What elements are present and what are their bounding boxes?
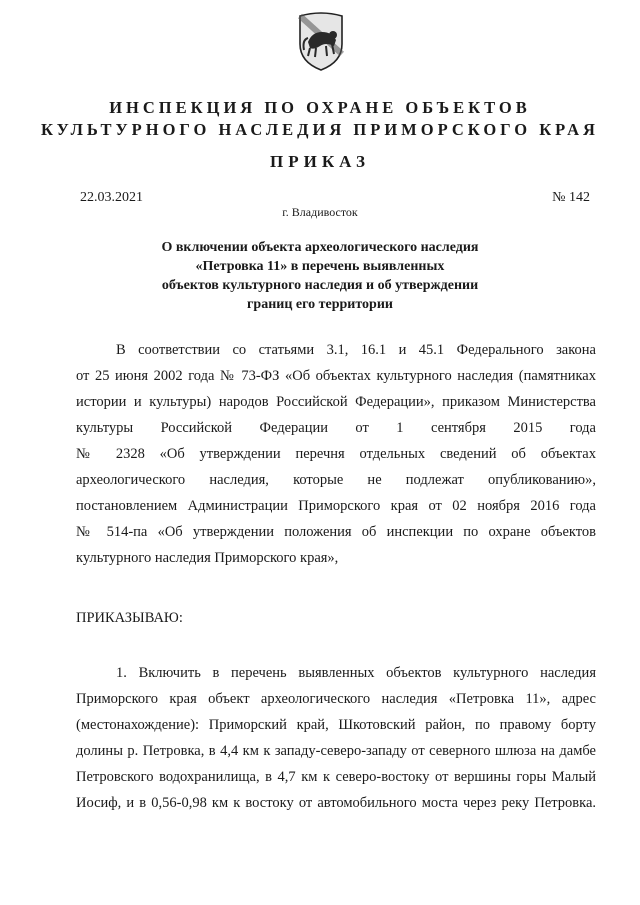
paragraph-line: № 2328 «Об утверждении перечня отдельных сведений об объектах bbox=[76, 446, 596, 462]
paragraph-line: Петровского водохранилища, в 4,7 км к северо-востоку от вершины горы Малый bbox=[76, 769, 596, 785]
order-command: ПРИКАЗЫВАЮ: bbox=[76, 610, 183, 626]
preamble-paragraph bbox=[76, 337, 596, 571]
organization-name-line2: КУЛЬТУРНОГО НАСЛЕДИЯ ПРИМОРСКОГО КРАЯ bbox=[41, 120, 599, 139]
organization-name-line1: ИНСПЕКЦИЯ ПО ОХРАНЕ ОБЪЕКТОВ bbox=[109, 98, 531, 117]
document-type: ПРИКАЗ bbox=[270, 152, 370, 171]
paragraph-line: № 514-па «Об утверждении положения об инспекции по охране объектов bbox=[76, 524, 596, 540]
paragraph-line: культурного наследия Приморского края», bbox=[76, 550, 339, 566]
coat-of-arms-icon bbox=[296, 10, 346, 72]
subject-line: границ его территории bbox=[247, 297, 393, 312]
document-date: 22.03.2021 bbox=[80, 190, 143, 205]
order-item-1 bbox=[76, 660, 596, 816]
paragraph-line: истории и культуры) народов Российской Федерации», приказом Министерства bbox=[76, 394, 596, 410]
subject-line: «Петровка 11» в перечень выявленных bbox=[195, 259, 445, 274]
subject-line: О включении объекта археологического наследия bbox=[161, 240, 479, 255]
document-number: № 142 bbox=[552, 190, 590, 205]
document-subject bbox=[120, 238, 520, 314]
paragraph-line: 1. Включить в перечень выявленных объектов культурного наследия bbox=[116, 665, 596, 681]
paragraph-line: В соответствии со статьями 3.1, 16.1 и 45.1 Федерального закона bbox=[116, 342, 596, 358]
subject-line: объектов культурного наследия и об утверждении bbox=[161, 278, 479, 293]
paragraph-line: постановлением Администрации Приморского края от 02 ноября 2016 года bbox=[76, 498, 596, 514]
paragraph-line: археологического наследия, которые не подлежат опубликованию», bbox=[76, 472, 596, 488]
paragraph-line: культуры Российской Федерации от 1 сентября 2015 года bbox=[76, 420, 596, 436]
paragraph-line: от 25 июня 2002 года № 73-ФЗ «Об объектах культурного наследия (памятниках bbox=[76, 368, 596, 384]
document-city: г. Владивосток bbox=[282, 205, 358, 219]
paragraph-line: долины р. Петровка, в 4,4 км к западу-северо-западу от северного шлюза на дамбе bbox=[76, 743, 596, 759]
paragraph-line: Иосиф, и в 0,56-0,98 км к востоку от автомобильного моста через реку Петровка. bbox=[76, 795, 596, 811]
paragraph-line: Приморского края объект археологического наследия «Петровка 11», адрес bbox=[76, 691, 596, 707]
paragraph-line: (местонахождение): Приморский край, Шкотовский район, по правому борту bbox=[76, 717, 596, 733]
